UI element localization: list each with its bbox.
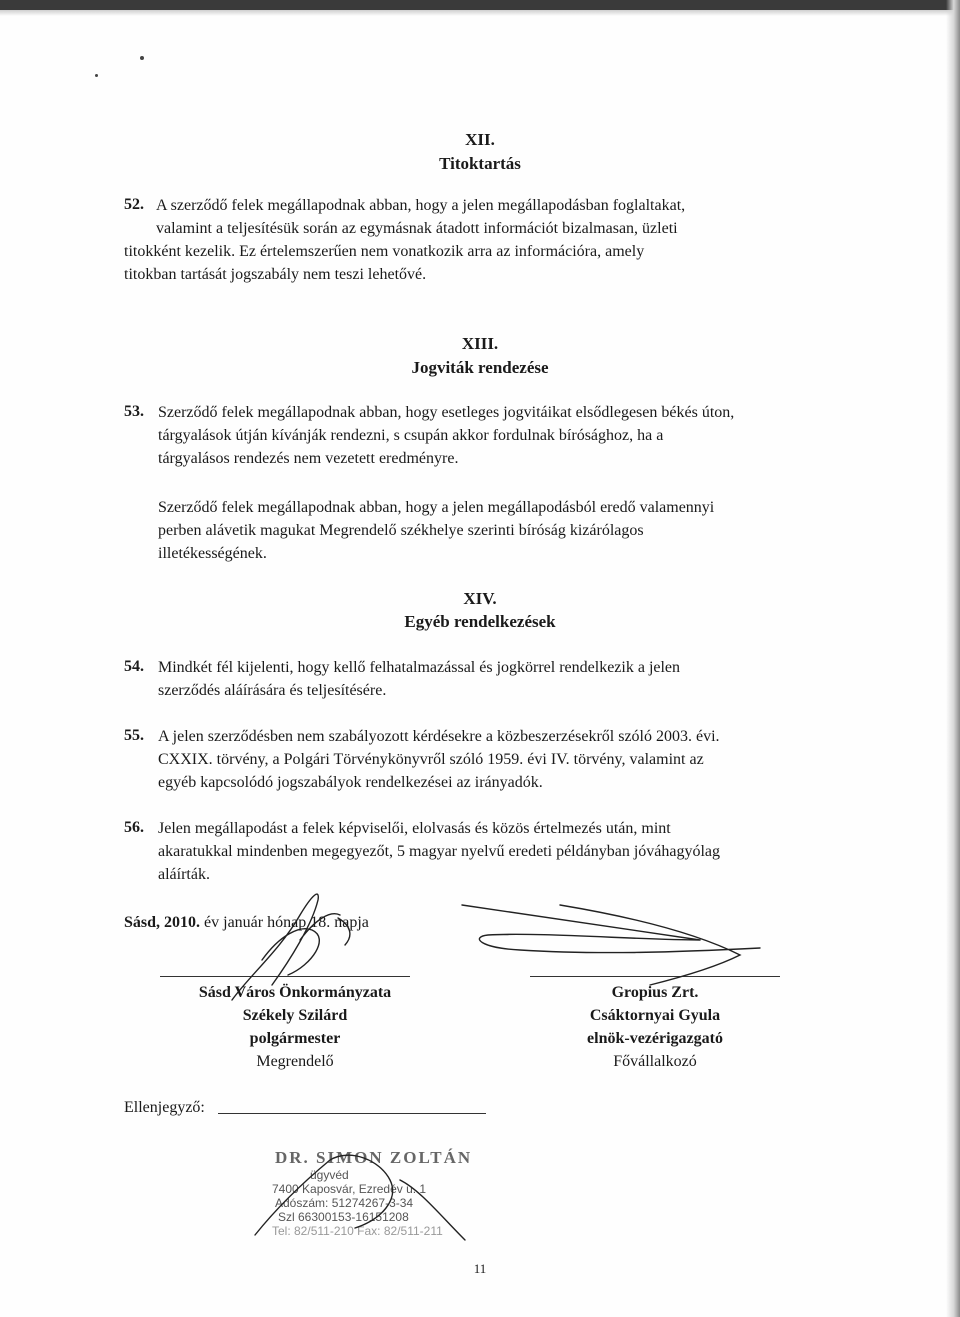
- clause-53-line: Szerződő felek megállapodnak abban, hogy esetleges jogvitáikat elsődlegesen békés úton,: [158, 404, 735, 421]
- section-xiv-number: XIV.: [463, 589, 497, 608]
- signatory-right-org: Gropius Zrt.: [611, 984, 699, 1001]
- section-xii-title: Titoktartás: [439, 154, 521, 173]
- signing-date-rest: év január hónap 18. napja: [204, 914, 369, 931]
- clause-53-line: perben alávetik magukat Megrendelő székhelye szerinti bíróság kizárólagos: [158, 522, 644, 539]
- clause-53-line: illetékességének.: [158, 545, 267, 562]
- stamp-line: Adószám: 51274267-3-34: [275, 1196, 414, 1210]
- section-xiii-number: XIII.: [461, 334, 499, 353]
- signatory-left-party: Megrendelő: [256, 1053, 334, 1070]
- signing-place: Sásd, 2010.: [124, 914, 201, 931]
- clause-52-line: valamint a teljesítésük során az egymásnak átadott információt bizalmasan, üzleti: [156, 220, 678, 237]
- section-xii-number: XII.: [465, 130, 495, 149]
- clause-52-line: A szerződő felek megállapodnak abban, hogy a jelen megállapodásban foglaltakat,: [156, 197, 686, 214]
- signatory-left-name: Székely Szilárd: [242, 1007, 348, 1024]
- clause-56-line: Jelen megállapodást a felek képviselői, elolvasás és közös értelmezés után, mint: [158, 820, 671, 837]
- stamp-line: Tel: 82/511-210 Fax: 82/511-211: [272, 1224, 443, 1238]
- clause-55-line: egyéb kapcsolódó jogszabályok rendelkezései az irányadók.: [158, 774, 543, 791]
- page-number: 11: [473, 1261, 487, 1276]
- clause-53-line: tárgyalások útján kívánják rendezni, s csupán akkor fordulnak bírósághoz, ha a: [158, 427, 664, 444]
- clause-53-number: 53.: [124, 403, 144, 420]
- clause-56-line: aláírták.: [158, 866, 210, 883]
- clause-53-line: tárgyalásos rendezés nem vezetett eredményre.: [158, 450, 459, 467]
- signatory-right-role: elnök-vezérigazgató: [587, 1030, 723, 1047]
- signature-left-stroke: [232, 894, 350, 1000]
- signatory-right-name: Csáktornyai Gyula: [589, 1007, 721, 1024]
- signatory-right-party: Fővállalkozó: [613, 1053, 697, 1070]
- signature-stamp-stroke: [255, 1155, 465, 1240]
- signatory-left-org: Sásd Város Önkormányzata: [198, 984, 392, 1001]
- stamp-line: 7400 Kaposvár, Ezredév u. 1: [272, 1182, 427, 1196]
- stamp-line: Szl 66300153-16151208: [278, 1210, 409, 1224]
- clause-52-number: 52.: [124, 196, 144, 213]
- signature-right-stroke: [462, 905, 760, 985]
- section-xiii-title: Jogviták rendezése: [411, 358, 549, 377]
- clause-55-line: A jelen szerződésben nem szabályozott kérdésekre a közbeszerzésekről szóló 2003. évi.: [158, 728, 720, 745]
- clause-52-line: titokként kezelik. Ez értelemszerűen nem vonatkozik arra az információra, amely: [124, 243, 645, 260]
- clause-55-line: CXXIX. törvény, a Polgári Törvénykönyvről szóló 1959. évi IV. törvény, valamint az: [158, 751, 704, 768]
- clause-55-number: 55.: [124, 727, 144, 744]
- clause-56-number: 56.: [124, 819, 144, 836]
- section-xiv-title: Egyéb rendelkezések: [404, 612, 556, 631]
- clause-53-line: Szerződő felek megállapodnak abban, hogy a jelen megállapodásból eredő valamennyi: [158, 499, 715, 516]
- countersign-label: Ellenjegyző:: [124, 1099, 205, 1116]
- stamp-line: ügyvéd: [310, 1168, 349, 1182]
- clause-56-line: akaratukkal mindenben megegyezőt, 5 magyar nyelvű eredeti példányban jóváhagyólag: [158, 843, 721, 860]
- signatory-left-role: polgármester: [249, 1030, 341, 1047]
- clause-54-line: Mindkét fél kijelenti, hogy kellő felhatalmazással és jogkörrel rendelkezik a jelen: [158, 659, 681, 676]
- stamp-title: DR. SIMON ZOLTÁN: [275, 1148, 473, 1167]
- clause-54-number: 54.: [124, 658, 144, 675]
- clause-54-line: szerződés aláírására és teljesítésére.: [158, 682, 387, 699]
- clause-52-line: titokban tartását jogszabály nem teszi lehetővé.: [124, 266, 427, 283]
